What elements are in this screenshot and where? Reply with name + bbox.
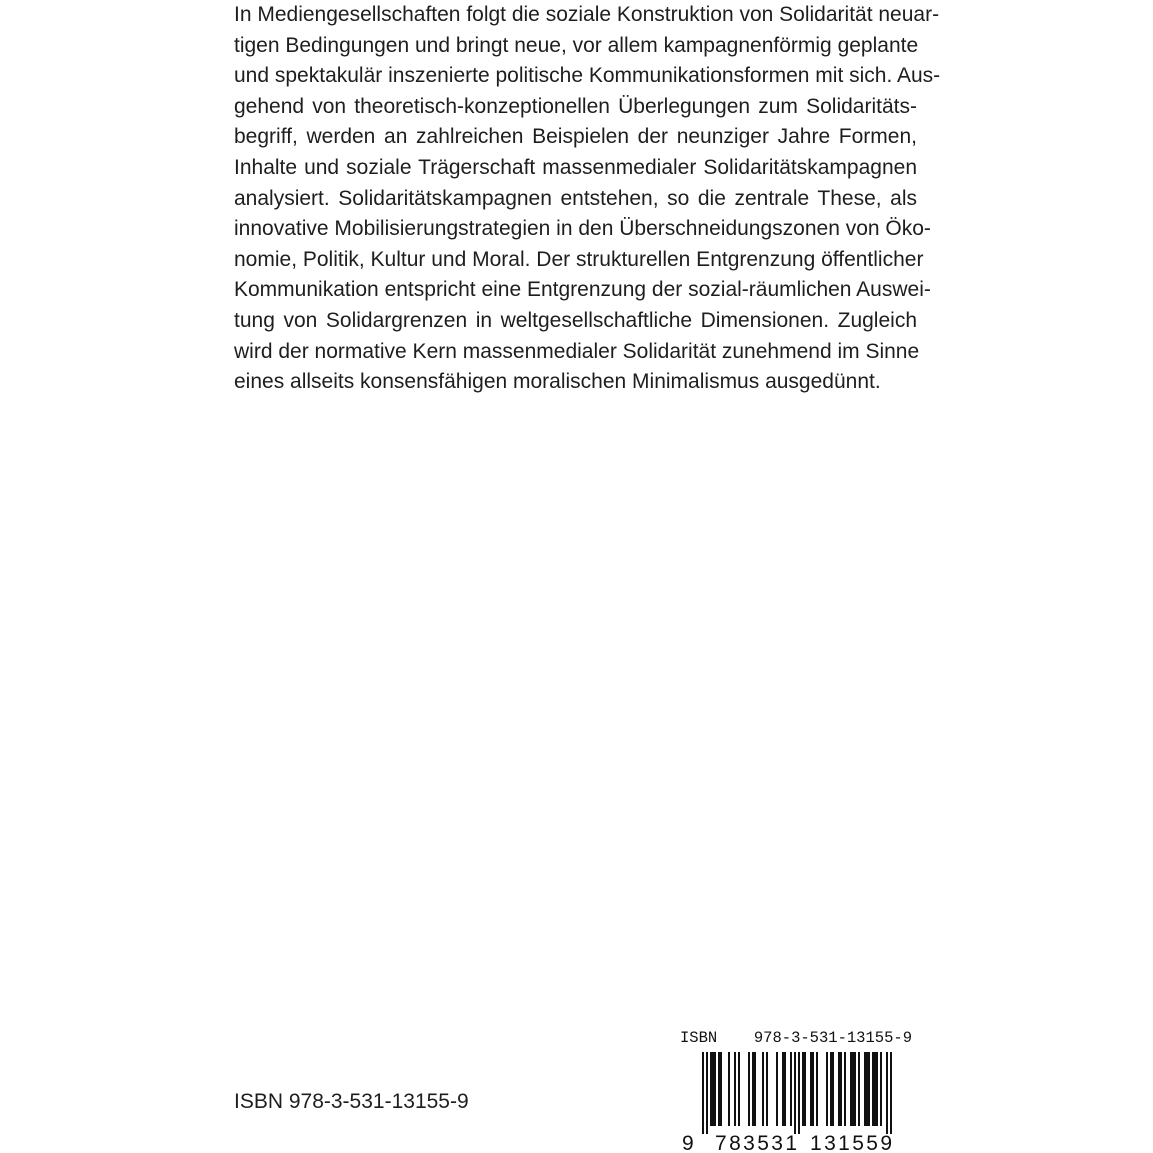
blurb-line: und spektakulär inszenierte politische Kommunikationsformen mit sich. Aus-	[234, 64, 941, 88]
barcode-bar	[874, 1052, 876, 1126]
barcode-bar	[782, 1052, 784, 1126]
isbn-text: ISBN 978-3-531-13155-9	[234, 1090, 469, 1113]
barcode-bar	[826, 1052, 828, 1126]
barcode-bar	[754, 1052, 756, 1126]
blurb-line: nomie, Politik, Kultur und Moral. Der strukturellen Entgrenzung öffentlicher	[234, 247, 924, 271]
blurb-text	[234, 0, 941, 398]
blurb-line: innovative Mobilisierungstrategien in den Überschneidungszonen von Öko-	[234, 217, 931, 241]
barcode-bar	[728, 1052, 730, 1126]
barcode-bar	[850, 1052, 852, 1126]
barcode-guard-bar	[702, 1052, 704, 1134]
barcode-bar	[838, 1052, 840, 1126]
barcode-bar	[804, 1052, 806, 1126]
blurb-line: In Mediengesellschaften folgt die soziale Konstruktion von Solidarität neuar-	[234, 3, 940, 26]
barcode-digits-right: 131559	[810, 1132, 892, 1153]
blurb-line: eines allseits konsensfähigen moralischen Minimalismus ausgedünnt.	[234, 370, 881, 394]
barcode-bar	[712, 1052, 714, 1126]
barcode-guard-bar	[798, 1052, 800, 1134]
barcode	[680, 1028, 912, 1153]
blurb-line: Kommunikation entspricht eine Entgrenzung der sozial-räumlichen Auswei-	[234, 278, 931, 302]
blurb-line: analysiert. Solidaritätskampagnen entstehen, so die zentrale These, als	[234, 186, 917, 210]
barcode-bar	[830, 1052, 832, 1126]
barcode-bar	[738, 1052, 740, 1126]
barcode-bar	[784, 1052, 786, 1126]
barcode-bar	[816, 1052, 818, 1126]
barcode-bar	[710, 1052, 712, 1126]
barcode-bar	[876, 1052, 878, 1126]
barcode-bar	[812, 1052, 814, 1126]
barcode-bar	[858, 1052, 860, 1126]
blurb-line: begriff, werden an zahlreichen Beispielen der neunziger Jahre Formen,	[234, 125, 917, 149]
barcode-bar	[852, 1052, 854, 1126]
barcode-bar	[872, 1052, 874, 1126]
barcode-digit-first: 9	[682, 1132, 694, 1153]
barcode-guard-bar	[706, 1052, 708, 1134]
barcode-bar	[840, 1052, 842, 1126]
barcode-guard-bar	[886, 1052, 888, 1134]
barcode-bar	[832, 1052, 834, 1126]
barcode-bar	[790, 1052, 792, 1126]
barcode-bar	[854, 1052, 856, 1126]
barcode-bar	[752, 1052, 754, 1126]
barcode-bars	[680, 1050, 912, 1153]
barcode-bar	[776, 1052, 778, 1126]
barcode-bar	[864, 1052, 866, 1126]
barcode-bar	[762, 1052, 764, 1126]
barcode-bar	[844, 1052, 846, 1126]
barcode-bar	[720, 1052, 722, 1126]
barcode-bar	[718, 1052, 720, 1126]
barcode-digits-left: 783531	[715, 1132, 797, 1153]
blurb-line: gehend von theoretisch-konzeptionellen Überlegungen zum Solidaritäts-	[234, 94, 917, 118]
barcode-bar	[714, 1052, 716, 1126]
barcode-bar	[766, 1052, 768, 1126]
barcode-bar	[802, 1052, 804, 1126]
barcode-bar	[734, 1052, 736, 1126]
barcode-guard-bar	[890, 1052, 892, 1134]
blurb-line: wird der normative Kern massenmedialer Solidarität zunehmend im Sinne	[234, 339, 920, 363]
barcode-isbn-label: ISBN 978-3-531-13155-9	[680, 1029, 912, 1047]
barcode-guard-bar	[794, 1052, 796, 1134]
blurb-line: Inhalte und soziale Trägerschaft massenmedialer Solidaritätskampagnen	[234, 155, 917, 179]
barcode-bar	[868, 1052, 870, 1126]
blurb-line: tigen Bedingungen und bringt neue, vor allem kampagnenförmig geplante	[234, 33, 919, 57]
barcode-bar	[866, 1052, 868, 1126]
barcode-bar	[880, 1052, 882, 1126]
barcode-bar	[748, 1052, 750, 1126]
barcode-bar	[810, 1052, 812, 1126]
blurb-line: tung von Solidargrenzen in weltgesellschaftliche Dimensionen. Zugleich	[234, 308, 917, 332]
